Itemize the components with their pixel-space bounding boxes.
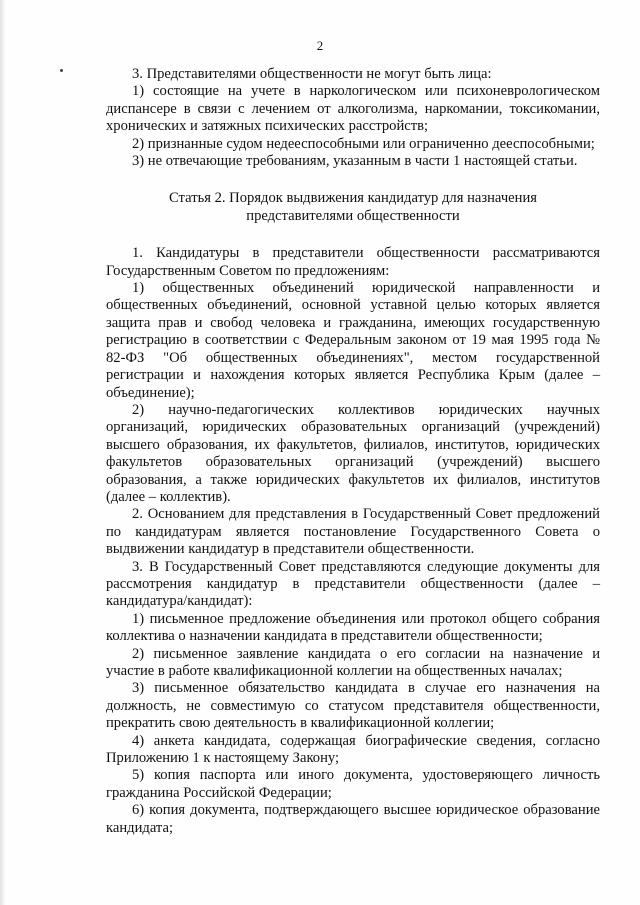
scan-edge-shadow bbox=[0, 0, 6, 905]
section3-item-2: 2) признанные судом недееспособными или ограниченно дееспособными; bbox=[132, 135, 595, 152]
article-2-part-1-item-2: 2) научно-педагогических коллективов юридических научных организаций, юридических образовательных организаций (учреждений) высшего образования, их факультетов, филиалов, институтов, юридических факультетов образовательных организаций (учреждений) высшего образования, а также юридических факультетов их филиалов, институтов (далее – коллектив). bbox=[106, 401, 600, 505]
article-2-part-3-item-1: 1) письменное предложение объединения или протокол общего собрания коллектива о назначении кандидата в представители общественности; bbox=[106, 610, 600, 645]
article-2-part-3-item-6: 6) копия документа, подтверждающего высшее юридическое образование кандидата; bbox=[106, 802, 600, 836]
section3-intro: 3. Представителями общественности не могут быть лица: bbox=[132, 66, 492, 82]
article-2-part-3: 3. В Государственный Совет представляются следующие документы для рассмотрения кандидатур в представители общественности (далее – кандидатура/кандидат): bbox=[106, 558, 600, 610]
page-number: 2 bbox=[316, 38, 324, 53]
document-body bbox=[106, 66, 600, 837]
article-2-title bbox=[106, 190, 600, 225]
article-2-part-3-item-2: 2) письменное заявление кандидата о его согласии на назначение и участие в работе квалификационной коллегии на общественных началах; bbox=[106, 645, 600, 679]
article-2-title-line-1: Статья 2. Порядок выдвижения кандидатур для назначения bbox=[169, 190, 537, 207]
article-2-part-3-item-4: 4) анкета кандидата, содержащая биографические сведения, согласно Приложению 1 к настоящему Закону; bbox=[106, 732, 600, 767]
article-2-title-line-2: представителями общественности bbox=[246, 207, 460, 224]
article-2-part-1-item-1: 1) общественных объединений юридической направленности и общественных объединений, основной уставной целью которых является защита прав и свобод человека и гражданина, имеющих государственную регистрацию в соответствии с Федеральным законом от 19 мая 1995 года № 82-ФЗ "Об общественных объединениях", местом государственной регистрации и нахождения которых является Республика Крым (далее – объединение); bbox=[106, 280, 600, 401]
article-2-part-3-item-3: 3) письменное обязательство кандидата в случае его назначения на должность, не совместимую со статусом представителя общественности, прекратить свою деятельность в квалификационной коллегии; bbox=[106, 680, 600, 732]
article-2-part-1: 1. Кандидатуры в представители общественности рассматриваются Государственным Советом по предложениям: bbox=[106, 245, 600, 279]
section3-item-1: 1) состоящие на учете в наркологическом или психоневрологическом диспансере в связи с лечением от алкоголизма, наркомании, токсикомании, хронических и затяжных психических расстройств; bbox=[106, 83, 600, 135]
article-2-part-3-item-5: 5) копия паспорта или иного документа, удостоверяющего личность гражданина Российской Федерации; bbox=[106, 767, 600, 801]
scan-speck bbox=[60, 69, 63, 72]
section3-item-3: 3) не отвечающие требованиям, указанным в части 1 настоящей статьи. bbox=[132, 153, 578, 170]
article-2-part-2: 2. Основанием для представления в Государственный Совет предложений по кандидатурам является постановление Государственного Совета о выдвижении кандидатур в представители общественности. bbox=[106, 506, 600, 558]
